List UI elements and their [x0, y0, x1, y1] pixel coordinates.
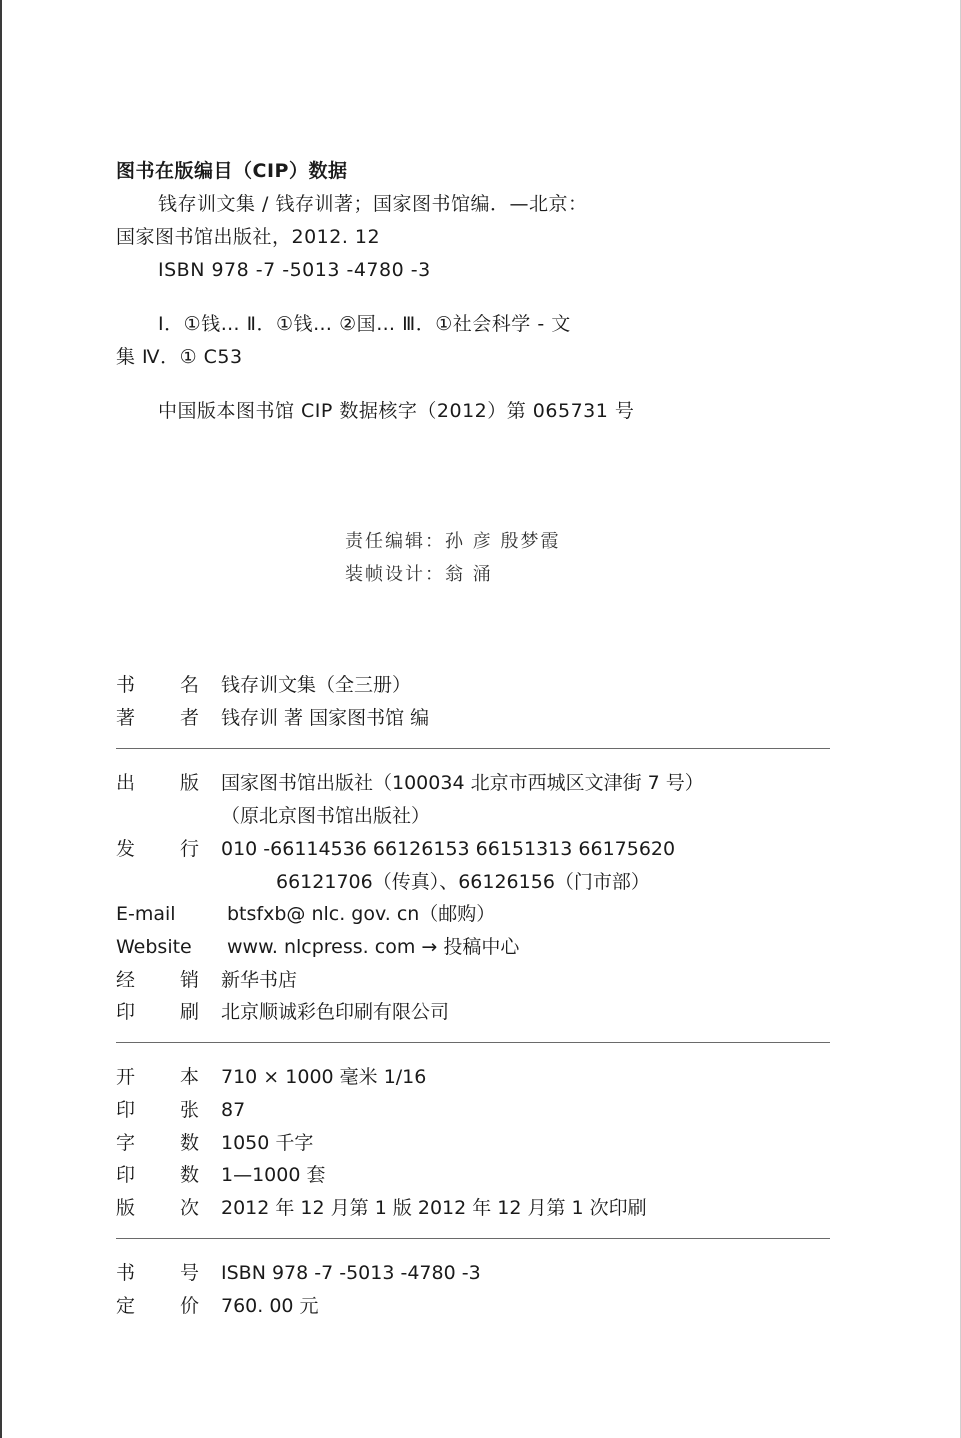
printer-value: 北京顺诚彩色印刷有限公司: [221, 1001, 450, 1023]
title-value: 钱存训文集（全三册）: [221, 674, 412, 696]
label-char: 张: [180, 1099, 200, 1121]
book-number-value: ISBN 978 -7 -5013 -4780 -3: [221, 1262, 481, 1284]
seller-value: 新华书店: [221, 969, 298, 991]
label-char: 印: [116, 1164, 136, 1186]
divider: [116, 1238, 830, 1239]
label-char: 定: [116, 1295, 136, 1317]
label-char: 本: [180, 1066, 200, 1088]
label-char: 价: [180, 1295, 200, 1317]
divider: [116, 748, 830, 749]
cip-line-1: 钱存训文集 / 钱存训著；国家图书馆编．—北京：: [158, 193, 588, 215]
divider: [116, 1042, 830, 1043]
label-char: 著: [116, 707, 136, 729]
label-char: 刷: [180, 1001, 200, 1023]
distribution-fax: 66121706（传真）、66126156（门市部）: [276, 871, 650, 893]
label-char: 印: [116, 1099, 136, 1121]
cip-record-number: 中国版本图书馆 CIP 数据核字（2012）第 065731 号: [158, 400, 635, 422]
label-char: 经: [116, 969, 136, 991]
email-label: E-mail: [116, 903, 176, 925]
price-value: 760. 00 元: [221, 1295, 319, 1317]
cip-subject-2: 集 Ⅳ．① C53: [116, 346, 243, 368]
credits-design: 装帧设计：翁 涌: [345, 564, 493, 585]
label-char: 号: [180, 1262, 200, 1284]
label-char: 数: [180, 1164, 200, 1186]
cip-isbn: ISBN 978 -7 -5013 -4780 -3: [158, 259, 431, 281]
print-run-value: 1—1000 套: [221, 1164, 326, 1186]
sheets-value: 87: [221, 1099, 246, 1121]
label-char: 销: [180, 969, 200, 991]
label-char: 次: [180, 1197, 200, 1219]
label-char: 印: [116, 1001, 136, 1023]
distribution-phones: 010 -66114536 66126153 66151313 66175620: [221, 838, 676, 860]
label-char: 行: [180, 838, 200, 860]
email-value: btsfxb@ nlc. gov. cn（邮购）: [227, 903, 496, 925]
page-left-edge: [0, 0, 2, 1438]
credits-editors: 责任编辑：孙 彦 殷梦霞: [345, 531, 561, 552]
words-value: 1050 千字: [221, 1132, 314, 1154]
website-label: Website: [116, 936, 192, 958]
label-char: 开: [116, 1066, 136, 1088]
cip-title: 图书在版编目（CIP）数据: [116, 160, 348, 182]
cip-subject-1: Ⅰ．①钱… Ⅱ．①钱… ②国… Ⅲ．①社会科学 - 文: [158, 313, 571, 335]
cip-line-2: 国家图书馆出版社，2012. 12: [116, 226, 381, 248]
label-char: 版: [180, 772, 200, 794]
label-char: 出: [116, 772, 136, 794]
label-char: 数: [180, 1132, 200, 1154]
edition-value: 2012 年 12 月第 1 版 2012 年 12 月第 1 次印刷: [221, 1197, 647, 1219]
label-char: 名: [180, 674, 200, 696]
label-char: 字: [116, 1132, 136, 1154]
label-char: 书: [116, 674, 136, 696]
publisher-value: 国家图书馆出版社（100034 北京市西城区文津街 7 号）: [221, 772, 704, 794]
label-char: 版: [116, 1197, 136, 1219]
label-char: 书: [116, 1262, 136, 1284]
format-value: 710 × 1000 毫米 1/16: [221, 1066, 427, 1088]
label-char: 者: [180, 707, 200, 729]
publisher-former-value: （原北京图书馆出版社）: [221, 805, 431, 827]
author-value: 钱存训 著 国家图书馆 编: [221, 707, 430, 729]
label-char: 发: [116, 838, 136, 860]
website-value: www. nlcpress. com → 投稿中心: [227, 936, 520, 958]
